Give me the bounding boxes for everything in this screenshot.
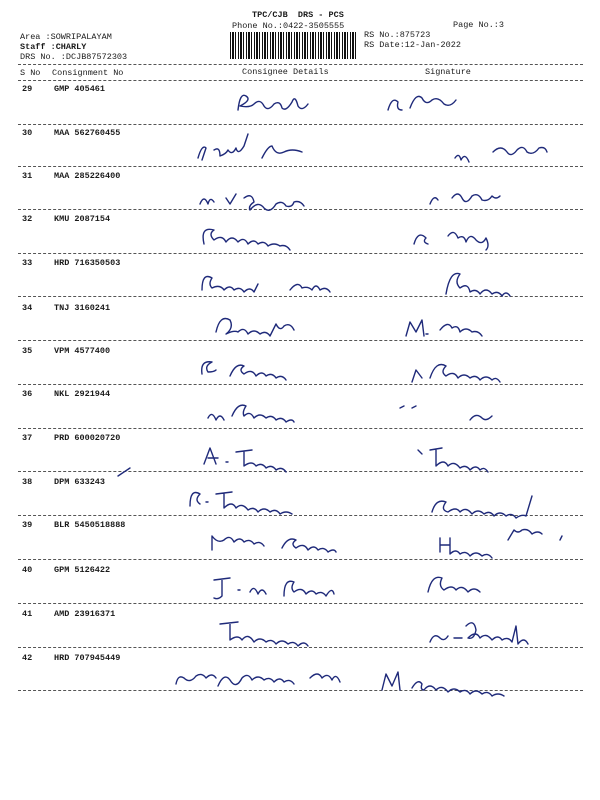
consignee-handwriting (202, 362, 286, 380)
row-divider (18, 209, 583, 210)
row-divider (18, 384, 583, 385)
row-sno: 42 (22, 653, 33, 663)
signature-scribble (428, 577, 480, 592)
row-sno: 37 (22, 433, 33, 443)
row-consignment: GPM 5126422 (54, 565, 111, 575)
column-header-signature: Signature (425, 67, 471, 77)
row-consignment: NKL 2921944 (54, 389, 111, 399)
row-divider (18, 296, 583, 297)
row-consignment: GMP 405461 (54, 84, 106, 94)
row-divider (18, 603, 583, 604)
signature-scribble (430, 623, 528, 644)
signature-scribble (440, 530, 562, 559)
column-header-sno: S No (20, 68, 41, 78)
staff-label: Staff :CHARLY (20, 42, 87, 52)
row-divider (18, 124, 583, 125)
column-header-consignee: Consignee Details (242, 67, 329, 77)
consignee-handwriting (202, 277, 330, 293)
consignee-handwriting (198, 134, 302, 160)
signature-scribble (430, 194, 500, 204)
signature-scribble (406, 320, 482, 336)
row-sno: 35 (22, 346, 33, 356)
row-sno: 39 (22, 520, 33, 530)
column-header-consignment: Consignment No (52, 68, 124, 78)
consignee-handwriting (208, 405, 294, 422)
row-consignment: PRD 600020720 (54, 433, 121, 443)
row-sno: 32 (22, 214, 33, 224)
phone-number: Phone No.:0422-3505555 (232, 21, 345, 31)
row-divider (18, 471, 583, 472)
area-label: Area :SOWRIPALAYAM (20, 32, 112, 42)
row-sno: 34 (22, 303, 33, 313)
signature-scribble (412, 365, 500, 383)
consignee-handwriting (216, 319, 294, 337)
consignee-handwriting (203, 229, 290, 250)
consignee-handwriting (176, 674, 340, 686)
signature-scribble (455, 147, 547, 162)
row-consignment: HRD 707945449 (54, 653, 121, 663)
row-sno: 33 (22, 258, 33, 268)
row-sno: 31 (22, 171, 33, 181)
page-number: Page No.:3 (453, 20, 505, 30)
consignee-handwriting (220, 622, 308, 646)
row-consignment: TNJ 3160241 (54, 303, 111, 313)
row-consignment: HRD 716350503 (54, 258, 121, 268)
row-consignment: MAA 562760455 (54, 128, 121, 138)
consignee-handwriting (214, 578, 334, 599)
row-divider (18, 428, 583, 429)
divider (18, 80, 583, 81)
barcode (230, 32, 358, 59)
row-consignment: AMD 23916371 (54, 609, 116, 619)
row-divider (18, 690, 583, 691)
consignee-handwriting (212, 536, 336, 552)
divider (18, 64, 583, 65)
signature-scribble (400, 406, 492, 420)
row-sno: 30 (22, 128, 33, 138)
row-divider (18, 166, 583, 167)
row-divider (18, 647, 583, 648)
row-sno: 29 (22, 84, 33, 94)
signature-scribble (446, 273, 510, 296)
consignee-handwriting (204, 448, 286, 472)
row-consignment: BLR 5450518888 (54, 520, 126, 530)
row-divider (18, 515, 583, 516)
consignee-handwriting (200, 194, 304, 210)
drs-number: DRS No. :DCJB87572303 (20, 52, 128, 62)
signature-scribble (382, 672, 504, 696)
rs-number: RS No.:875723 (364, 30, 431, 40)
signature-scribble (414, 232, 488, 250)
row-divider (18, 559, 583, 560)
row-sno: 41 (22, 609, 33, 619)
signature-scribble (418, 448, 488, 472)
tick-mark (118, 468, 130, 476)
signature-scribble (388, 96, 456, 110)
row-sno: 36 (22, 389, 33, 399)
row-consignment: KMU 2087154 (54, 214, 111, 224)
row-consignment: DPM 633243 (54, 477, 106, 487)
row-consignment: MAA 285226400 (54, 171, 121, 181)
row-divider (18, 340, 583, 341)
row-sno: 40 (22, 565, 33, 575)
row-divider (18, 253, 583, 254)
consignee-handwriting (190, 492, 292, 514)
row-consignment: VPM 4577400 (54, 346, 111, 356)
rs-date: RS Date:12-Jan-2022 (364, 40, 461, 50)
consignee-handwriting (238, 95, 308, 110)
sheet-title: TPC/CJB DRS - PCS (252, 10, 344, 20)
row-sno: 38 (22, 477, 33, 487)
